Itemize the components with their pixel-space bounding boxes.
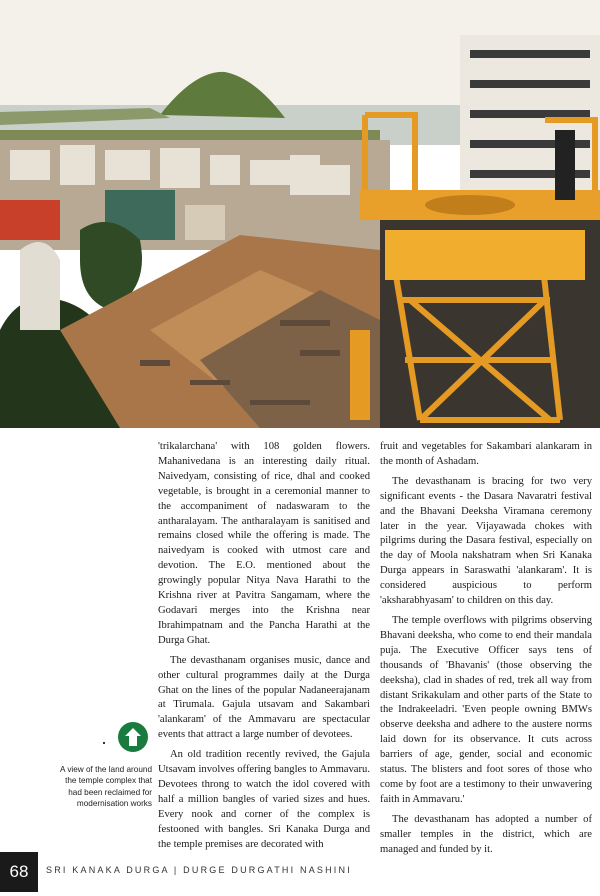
paragraph: The temple overflows with pilgrims observing Bhavani deeksha, who come to end their mandala puja. The Executive Officer says tens of thousands of 'Bhavanis' (those observing the deeksha), clad in shades of red, trek all way from distant Srikakulam and other parts of the State to the Indrakeeladri. 'Even people owning BMWs observe deeksha and adhere to the austere norms laid down for its observance. It cuts across barriers of age, gender, social and economic status. The blisters and foot sores of those who come by foot are a testimony to their unwavering faith in Ammavaru.' [380,614,592,805]
article-column-left [158,440,370,857]
caption-text: A view of the land around the temple complex that had been reclaimed for modernisation works [60,765,152,809]
paragraph: The devasthanam has adopted a number of smaller temples in the district, which are managed and funded by it. [380,813,592,855]
paragraph: 'trikalarchana' with 108 golden flowers. Mahanivedana is an interesting daily ritual. Naivedyam, consisting of rice, dhal and cooked vegetable, is brought in a ceremonial manner to the accompaniment of nadaswaram to the antharalayam. The antharalayam is sanitised and remains closed while the offering is made. The naivedyam is cooked with utmost care and devotion. The E.O. mentioned about the growingly popular Nitya Nava Harathi to the Krishna river at Pavitra Sangamam, where the Godavari merges into the Krishna near Ibrahimpatnam and the Pancha Harathi at the Durga Ghat. [158,441,370,646]
arrow-up-icon [118,722,148,752]
paragraph: fruit and vegetables for Sakambari alankaram in the month of Ashadam. [380,441,592,467]
paragraph: The devasthanam organises music, dance and other cultural programmes daily at the Durga Ghat on the lines of the popular Nadaneerajanam at Tirumala. Gajula utsavam and Sakambari 'alankaram' of the Ammavaru are spectacular events that attract a large number of devotees. [158,654,370,741]
paragraph: An old tradition recently revived, the Gajula Utsavam involves offering bangles to Ammavaru. Devotees throng to watch the idol covered with half a million bangles of varied sizes and hues. Every nook and corner of the complex is festooned with bangles. Sri Kanaka Durga and the temple premises are decorated with [158,749,370,850]
article-column-right [380,440,592,862]
paragraph: The devasthanam is bracing for two very significant events - the Dasara Navaratri festival and the Bhavani Deeksha Viramana ceremony later in the year. Vijayawada chokes with pilgrims during the Dasara festival, especially on the day of Moola nakshatram when Sri Kanaka Durga appears in Saraswathi 'alankaram'. It is considered auspicious to perform 'aksharabhyasam' to children on this day. [380,475,592,607]
running-title: SRI KANAKA DURGA | DURGE DURGATHI NASHINI [46,865,352,875]
page-number: 68 [0,852,38,892]
page-footer [0,852,600,892]
construction-site-photo [0,0,600,428]
bullet-dot [103,742,105,744]
